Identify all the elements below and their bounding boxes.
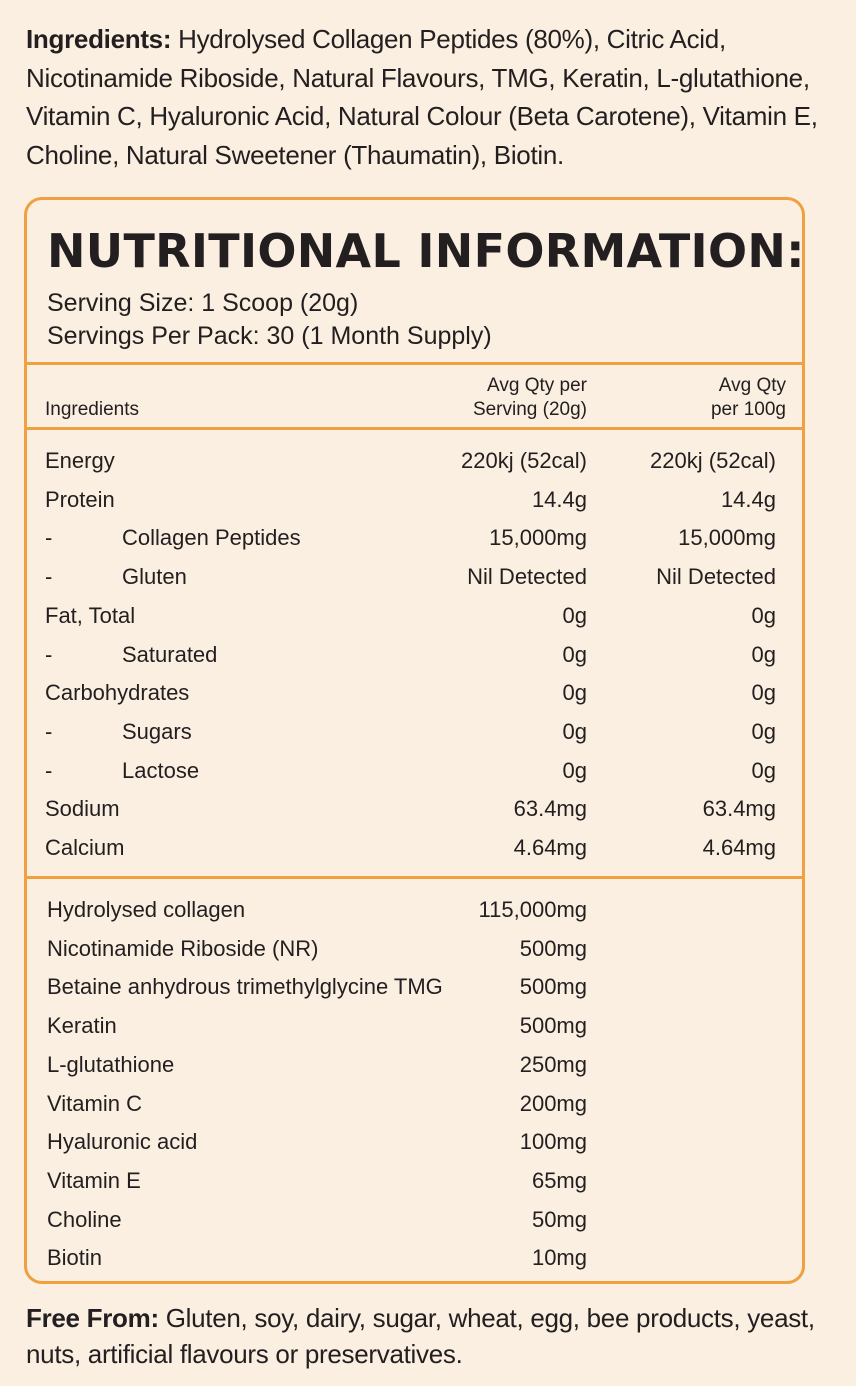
value-per-100g: 0g — [751, 718, 776, 744]
nutrient-name: Fat, Total — [45, 602, 136, 628]
active-ingredient-name: Vitamin E — [47, 1167, 141, 1193]
active-ingredient-row — [27, 1201, 802, 1240]
header-ingredients: Ingredients — [45, 399, 140, 420]
value-per-serving: 0g — [562, 757, 587, 783]
active-ingredient-name: Betaine anhydrous trimethylglycine TMG — [47, 974, 443, 1000]
value-per-serving: Nil Detected — [467, 564, 587, 590]
active-ingredient-name: Choline — [47, 1206, 122, 1232]
nutrient-row — [27, 713, 802, 752]
nutrient-row — [27, 481, 802, 520]
active-ingredient-name: Nicotinamide Riboside (NR) — [47, 935, 319, 961]
value-per-serving: 220kj (52cal) — [461, 448, 587, 473]
ingredients-label: Ingredients: — [26, 24, 172, 54]
value-per-100g: 220kj (52cal) — [650, 448, 776, 473]
active-ingredient-amount: 250mg — [519, 1051, 587, 1077]
active-ingredient-amount: 500mg — [519, 935, 587, 961]
nutrient-name: Saturated — [122, 641, 218, 667]
divider-top — [27, 362, 802, 365]
divider-header — [27, 427, 802, 430]
free-from-text: Gluten, soy, dairy, sugar, wheat, egg, bee products, yeast, nuts, artificial flavours or preservatives. — [26, 1303, 815, 1369]
value-per-100g: 0g — [751, 641, 776, 667]
active-ingredient-row — [27, 1123, 802, 1162]
nutrient-name: Calcium — [45, 835, 125, 860]
nutrient-name: Protein — [45, 486, 115, 512]
active-ingredient-row — [27, 1239, 802, 1278]
active-ingredient-amount: 65mg — [531, 1167, 587, 1193]
nutrient-row — [27, 636, 802, 675]
nutrient-row — [27, 442, 802, 481]
active-ingredient-name: Keratin — [47, 1013, 117, 1039]
servings-per-pack: Servings Per Pack: 30 (1 Month Supply) — [47, 322, 492, 350]
nutrient-name: Lactose — [122, 757, 200, 783]
sub-item-dash: - — [45, 525, 53, 551]
active-ingredient-name: Hyaluronic acid — [47, 1129, 198, 1155]
panel-title: NUTRITIONAL INFORMATION: — [47, 224, 805, 278]
active-ingredient-row — [27, 1007, 802, 1046]
header-per-serving-line1: Avg Qty per — [487, 375, 587, 396]
value-per-serving: 0g — [562, 718, 587, 744]
active-ingredient-row — [27, 930, 802, 969]
header-per-100g-line1: Avg Qty — [718, 375, 786, 396]
value-per-serving: 14.4g — [531, 486, 587, 512]
value-per-serving: 0g — [562, 602, 587, 628]
free-from-label: Free From: — [26, 1303, 159, 1333]
nutrient-name: Energy — [45, 448, 115, 473]
sub-item-dash: - — [45, 564, 53, 590]
nutrition-panel — [24, 197, 805, 1284]
value-per-100g: 0g — [751, 602, 776, 628]
header-per-serving — [473, 374, 587, 422]
value-per-100g: 4.64mg — [702, 835, 776, 860]
value-per-100g: 0g — [751, 757, 776, 783]
header-per-serving-line2: Serving (20g) — [472, 399, 587, 420]
nutrient-row — [27, 829, 802, 868]
active-ingredient-row — [27, 1046, 802, 1085]
active-ingredient-name: L-glutathione — [47, 1051, 175, 1077]
serving-size: Serving Size: 1 Scoop (20g) — [47, 289, 359, 317]
value-per-serving: 15,000mg — [489, 525, 587, 551]
ingredients-text: Hydrolysed Collagen Peptides (80%), Citric Acid, Nicotinamide Riboside, Natural Flavours, TMG, Keratin, L-glutathione, Vitamin C, Hyaluronic Acid, Natural Colour (Beta Carotene), Vitamin E, Choline, Natural Sweetener (Thaumatin), Biotin. — [26, 24, 818, 170]
value-per-100g: 15,000mg — [678, 525, 776, 551]
active-ingredient-row — [27, 1085, 802, 1124]
nutrient-row — [27, 752, 802, 791]
nutrient-row — [27, 519, 802, 558]
active-ingredient-amount: 50mg — [531, 1206, 587, 1232]
value-per-serving: 4.64mg — [513, 835, 587, 860]
header-per-100g-line2: per 100g — [710, 399, 786, 420]
active-ingredient-amount: 115,000mg — [478, 897, 587, 922]
sub-item-dash: - — [45, 718, 53, 744]
active-ingredient-amount: 200mg — [519, 1090, 587, 1116]
active-ingredient-amount: 10mg — [531, 1245, 587, 1271]
nutrient-name: Carbohydrates — [45, 680, 190, 706]
value-per-100g: 0g — [751, 680, 776, 706]
nutrient-row — [27, 558, 802, 597]
active-ingredient-amount: 500mg — [519, 1013, 587, 1039]
active-ingredient-name: Hydrolysed collagen — [47, 897, 246, 922]
nutrient-row — [27, 597, 802, 636]
value-per-100g: 14.4g — [720, 486, 776, 512]
active-ingredient-amount: 100mg — [519, 1129, 587, 1155]
value-per-serving: 0g — [562, 641, 587, 667]
nutrient-name: Sugars — [122, 718, 192, 744]
ingredients-statement — [26, 20, 841, 174]
nutrient-name: Sodium — [45, 796, 120, 822]
active-ingredient-row — [27, 1162, 802, 1201]
value-per-serving: 63.4mg — [513, 796, 587, 822]
value-per-serving: 0g — [562, 680, 587, 706]
value-per-100g: Nil Detected — [656, 564, 776, 590]
value-per-100g: 63.4mg — [702, 796, 776, 822]
active-ingredient-name: Biotin — [47, 1245, 103, 1271]
active-ingredient-row — [27, 891, 802, 930]
free-from-statement — [26, 1300, 841, 1372]
divider-actives — [27, 876, 802, 879]
sub-item-dash: - — [45, 757, 53, 783]
nutrient-row — [27, 790, 802, 829]
header-per-100g — [711, 374, 786, 422]
active-ingredient-row — [27, 968, 802, 1007]
sub-item-dash: - — [45, 641, 53, 667]
active-ingredient-name: Vitamin C — [47, 1090, 142, 1116]
nutrient-name: Gluten — [122, 564, 187, 590]
nutrient-name: Collagen Peptides — [122, 525, 301, 551]
active-ingredient-amount: 500mg — [519, 974, 587, 1000]
nutrient-row — [27, 674, 802, 713]
